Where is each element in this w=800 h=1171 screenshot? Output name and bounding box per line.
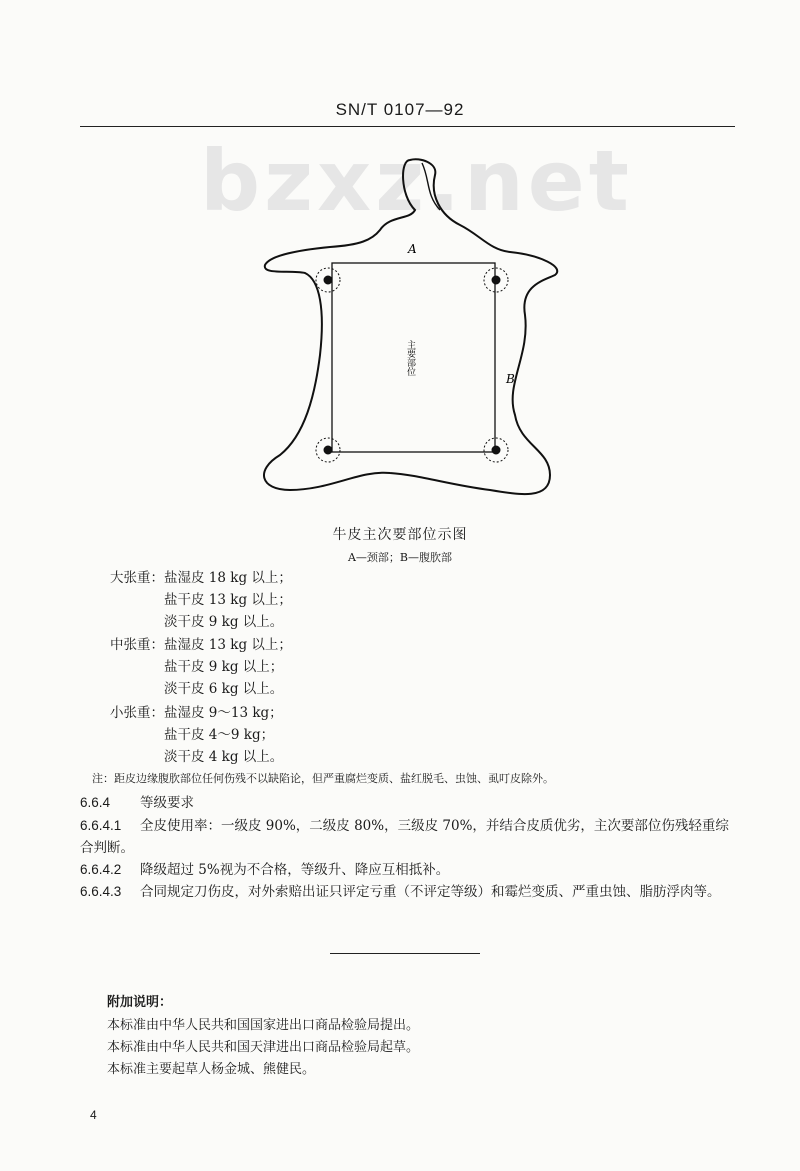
section-number: 6.6.4.2: [80, 862, 122, 877]
figure-caption: 牛皮主次要部位示图: [332, 527, 468, 543]
hide-diagram: [250, 155, 570, 515]
section-text: 降级超过 5%视为不合格，等级升、降应互相抵补。: [140, 862, 450, 878]
header-rule: [80, 126, 735, 127]
section-number: 6.6.4.3: [80, 884, 122, 899]
spec-medium-head: 中张重：: [110, 637, 164, 653]
section-6-6-4-2: [80, 859, 740, 881]
section-text: 等级要求: [140, 795, 194, 811]
end-rule: [330, 953, 480, 954]
spec-medium-line: 盐湿皮 13 kg 以上；: [164, 637, 292, 653]
note: 注：距皮边缘腹肷部位任何伤残不以缺陷论，但严重腐烂变质、盐红脱毛、虫蚀、虱叮皮除外。: [92, 772, 554, 785]
section-text: 合同规定刀伤皮，对外索赔出证只评定亏重（不评定等级）和霉烂变质、严重虫蚀、脂肪浮肉等。: [140, 884, 721, 900]
appendix-title: 附加说明：: [107, 995, 173, 1010]
spec-large-head: 大张重：: [110, 570, 164, 586]
spec-medium-line: 淡干皮 6 kg 以上。: [164, 681, 284, 697]
section-number: 6.6.4.1: [80, 818, 122, 833]
center-label: 主要部位: [405, 340, 415, 376]
section-6-6-4-3: [80, 881, 740, 903]
page-number: 4: [90, 1108, 97, 1122]
spec-small-line: 盐湿皮 9～13 kg；: [164, 705, 283, 721]
spec-small-head: 小张重：: [110, 705, 164, 721]
spec-small-line: 淡干皮 4 kg 以上。: [164, 749, 284, 765]
spec-small-line: 盐干皮 4～9 kg；: [164, 727, 275, 743]
section-text: 全皮使用率：一级皮 90%，二级皮 80%，三级皮 70%，并结合皮质优劣，主次要部位伤残轻重综合判断。: [80, 818, 729, 856]
appendix-line: 本标准主要起草人杨金城、熊健民。: [107, 1062, 316, 1077]
section-6-6-4: [80, 792, 740, 814]
spec-large-line: 盐湿皮 18 kg 以上；: [164, 570, 292, 586]
watermark: bzxz.net: [200, 132, 633, 230]
spec-large-line: 淡干皮 9 kg 以上。: [164, 614, 284, 630]
figure-legend: A—颈部；B—腹肷部: [347, 551, 453, 564]
document-code: SN/T 0107—92: [335, 100, 465, 119]
appendix-line: 本标准由中华人民共和国国家进出口商品检验局提出。: [107, 1018, 420, 1033]
section-6-6-4-1: [80, 815, 740, 859]
hide-outline: [264, 159, 557, 494]
spec-large-line: 盐干皮 13 kg 以上；: [164, 592, 292, 608]
label-a: A: [408, 242, 417, 256]
spec-medium-line: 盐干皮 9 kg 以上；: [164, 659, 284, 675]
section-number: 6.6.4: [80, 795, 111, 810]
label-b: B: [506, 372, 515, 386]
appendix-line: 本标准由中华人民共和国天津进出口商品检验局起草。: [107, 1040, 420, 1055]
